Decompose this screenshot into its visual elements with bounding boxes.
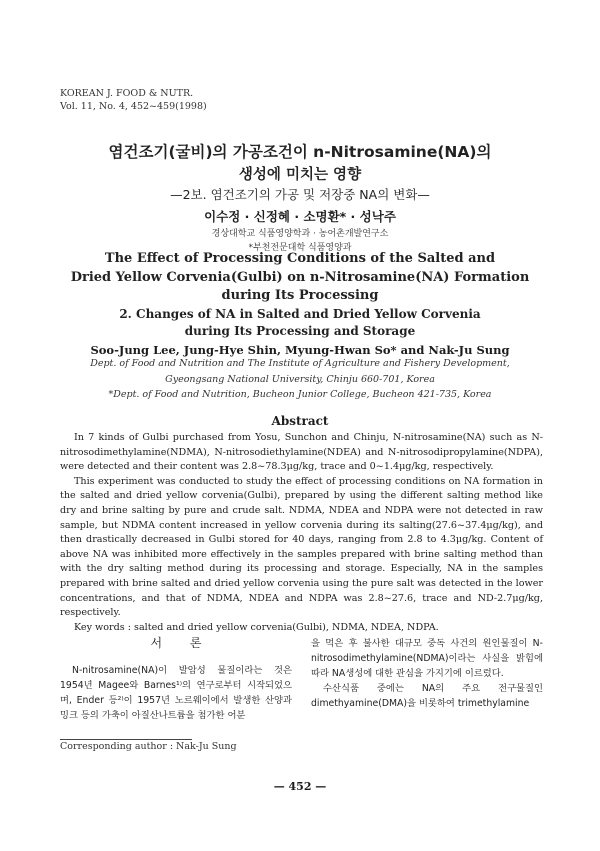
abstract-keywords: Key words : salted and dried yellow corvenia(Gulbi), NDMA, NDEA, NDPA. (74, 621, 439, 633)
english-subtitle-line-1: 2. Changes of NA in Salted and Dried Yellow Corvenia (119, 307, 481, 321)
journal-info (60, 87, 207, 113)
abstract-body (60, 431, 543, 635)
english-authors: Soo-Jung Lee, Jung-Hye Shin, Myung-Hwan So* and Nak-Ju Sung (90, 343, 510, 357)
abstract-heading: Abstract (271, 414, 329, 428)
korean-affiliation-2: *부천전문대학 식품영양과 (248, 243, 352, 253)
body-right-column (311, 636, 543, 711)
english-affiliation-2: Gyeongsang National University, Chinju 660-701, Korea (165, 374, 435, 385)
page-number: — 452 — (273, 780, 327, 793)
korean-affiliation-1: 경상대학교 식품영양학과 · 농어촌개발연구소 (211, 229, 389, 239)
korean-title-line-1: 염건조기(굴비)의 가공조건이 n-Nitrosamine(NA)의 (108, 143, 492, 161)
english-title-line-3: during Its Processing (221, 288, 379, 303)
journal-volume: Vol. 11, No. 4, 452~459(1998) (60, 101, 207, 112)
journal-name: KOREAN J. FOOD & NUTR. (60, 88, 194, 99)
intro-paragraph-2: 수산식품 중에는 NA의 주요 전구물질인 dimethyamine(DMA)을 비롯하여 trimethylamine (311, 683, 543, 709)
korean-authors: 이수정 · 신정혜 · 소명환* · 성낙주 (204, 209, 396, 224)
english-affiliation-3: *Dept. of Food and Nutrition, Bucheon Junior College, Bucheon 421-735, Korea (108, 389, 492, 400)
intro-paragraph-1: N-nitrosamine(NA)이 발암성 물질이라는 것은 1954년 Magee와 Barnes¹⁾의 연구로부터 시작되었으며, Ender 등²⁾이 1957년 노르웨이에서 발생한 산양과 밍크 등의 가축이 아질산나트륨을 첨가한 어분 (60, 665, 292, 721)
english-affiliation-1: Dept. of Food and Nutrition and The Institute of Agriculture and Fishery Development, (90, 358, 510, 369)
corresponding-author: Corresponding author : Nak-Ju Sung (60, 741, 237, 752)
section-heading-introduction: 서 론 (150, 636, 214, 650)
korean-title-line-2: 생성에 미치는 영향 (238, 167, 362, 183)
abstract-paragraph-2: This experiment was conducted to study the effect of processing conditions on NA formation in the salted and dried yellow corvenia(Gulbi), prepared by using the different salting method like dry and brine salting by pure and crude salt. NDMA, NDEA and NDPA were not detected in raw sample, but NDMA content increased in yellow corvenia during its salting(27.6~37.4μg/kg), and then drastically decreased in Gulbi stored for 40 days, ranging from 2.8 to 4.3μg/kg. Content of above NA was inhibited more effectively in the samples prepared with brine salting method than with the dry salting method during its processing and storage. Especially, NA in the samples prepared with brine salted and dried yellow corvenia using the pure salt was detected in the lower concentrations, and that of NDMA, NDEA and NDPA was 2.8~27.6, trace and ND-2.7μg/kg, respectively. (60, 475, 543, 619)
english-title-line-2: Dried Yellow Corvenia(Gulbi) on n-Nitrosamine(NA) Formation (70, 270, 530, 285)
footnote-rule (60, 739, 192, 740)
korean-subtitle: —2보. 염건조기의 가공 및 저장중 NA의 변화— (170, 187, 430, 202)
abstract-paragraph-1: In 7 kinds of Gulbi purchased from Yosu, Sunchon and Chinju, N-nitrosamine(NA) such as N-nitrosodimethylamine(NDMA), N-nitrosodiethylamine(NDEA) and N-nitrosodipropylamine(NDPA), were detected and their content was 2.8~78.3μg/kg, trace and 0~1.4μg/kg, respectively. (60, 432, 543, 473)
body-left-column (60, 636, 292, 723)
english-subtitle-line-2-visible: during Its Processing and Storage (184, 324, 416, 338)
intro-paragraph-continued: 을 먹은 후 불사한 대규모 중독 사건의 원인물질이 N-nitrosodimethylamine(NDMA)이라는 사실을 밝힘에 따라 NA생성에 대한 관심을 가지기에 이르렀다. (311, 638, 543, 679)
english-title-line-1: The Effect of Processing Conditions of the Salted and (104, 251, 496, 266)
